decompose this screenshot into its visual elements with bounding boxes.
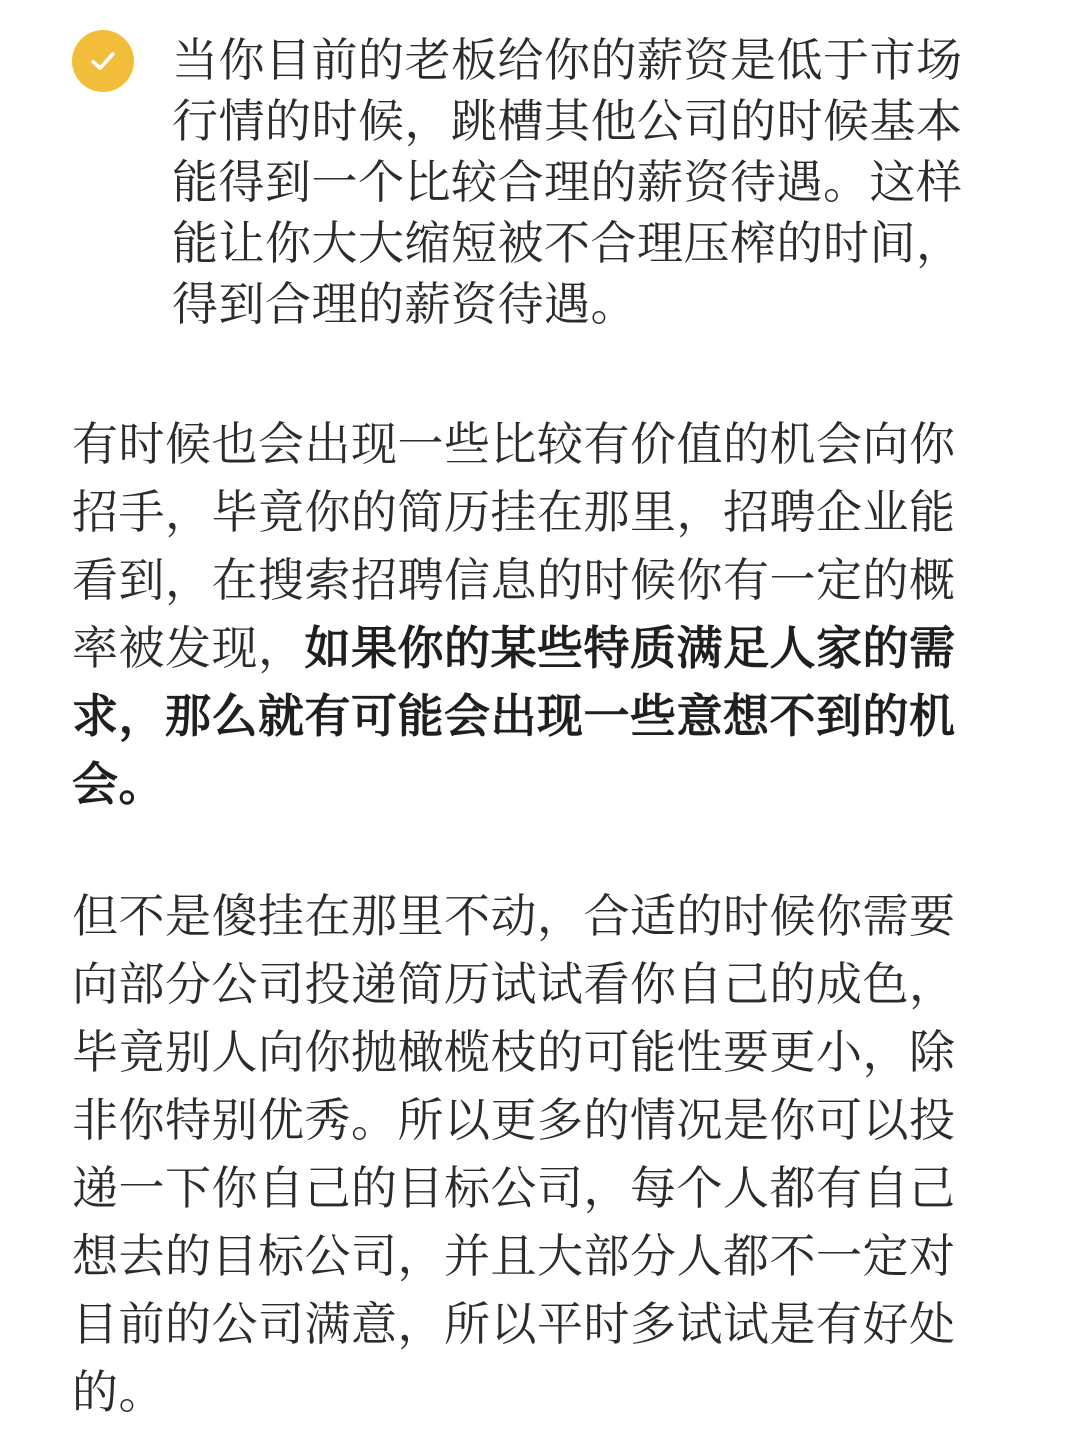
check-circle-icon [72, 30, 134, 92]
paragraph-apply-targets: 但不是傻挂在那里不动，合适的时候你需要向部分公司投递简历试试看你自己的成色，毕竟别人向你抛橄榄枝的可能性要更小，除非你特别优秀。所以更多的情况是你可以投递一下你自己的目标公司，每个人都有自己想去的目标公司，并且大部分人都不一定对目前的公司满意，所以平时多试试是有好处的。 [72, 889, 956, 1419]
checklist-item-text: 当你目前的老板给你的薪资是低于市场行情的时候，跳槽其他公司的时候基本能得到一个比较合理的薪资待遇。这样能让你大大缩短被不合理压榨的时间，得到合理的薪资待遇。 [172, 33, 963, 331]
paragraph-opportunities [72, 410, 992, 818]
paragraph-opportunities-bold: 如果你的某些特质满足人家的需求，那么就有可能会出现一些意想不到的机会。 [72, 621, 956, 811]
paragraph-opportunities-plain: 有时候也会出现一些比较有价值的机会向你招手，毕竟你的简历挂在那里，招聘企业能看到，在搜索招聘信息的时候你有一定的概率被发现， [72, 417, 956, 675]
